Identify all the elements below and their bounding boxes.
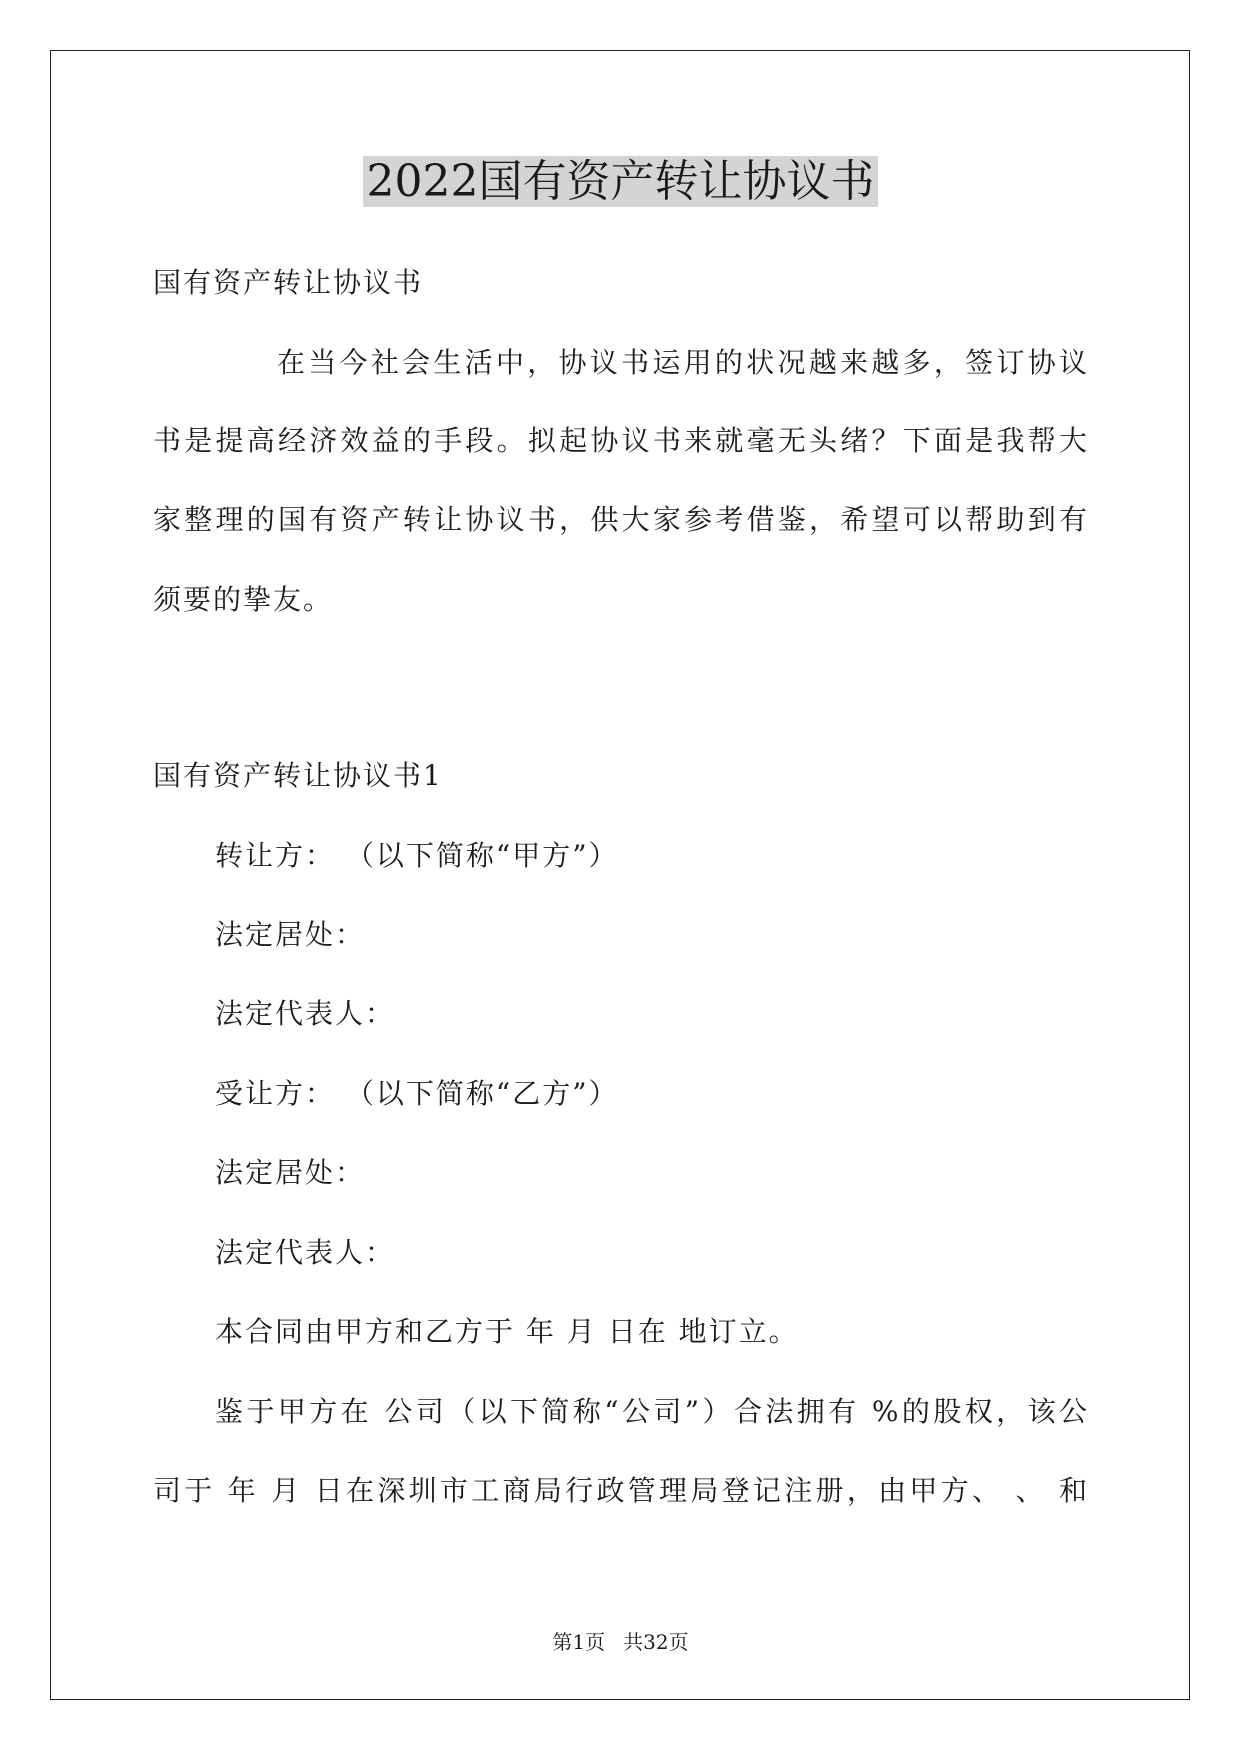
page-total: 共32页 [623,1630,689,1654]
body-line-3: 书是提高经济效益的手段。拟起协议书来就毫无头绪？下面是我帮大 [153,424,1089,457]
document-title [0,152,1241,212]
body-line-contract-date: 本合同由甲方和乙方于 年 月 日在 地订立。 [215,1315,799,1348]
page-number: 第1页 [552,1630,606,1654]
body-line-registration: 司于 年 月 日在深圳市工商局行政管理局登记注册，由甲方、 、 和 [153,1474,1089,1507]
document-title-text: 2022国有资产转让协议书 [363,156,879,207]
body-line-2: 在当今社会生活中，协议书运用的状况越来越多，签订协议 [277,346,1089,379]
section-heading: 国有资产转让协议书1 [153,759,443,792]
body-line-address-a: 法定居处： [215,918,366,951]
page-footer [0,1628,1241,1656]
body-line-whereas: 鉴于甲方在 公司（以下简称“公司”）合法拥有 %的股权，该公 [215,1395,1089,1428]
body-line-4: 家整理的国有资产转让协议书，供大家参考借鉴，希望可以帮助到有 [153,503,1089,536]
body-line-5: 须要的挚友。 [153,583,334,616]
body-line-address-b: 法定居处： [215,1156,366,1189]
body-line-transferor: 转让方： （以下简称“甲方”） [215,839,619,872]
body-line-transferee: 受让方： （以下简称“乙方”） [215,1077,619,1110]
body-line-representative-b: 法定代表人： [215,1236,396,1269]
body-line-1: 国有资产转让协议书 [153,266,424,299]
body-line-representative-a: 法定代表人： [215,997,396,1030]
